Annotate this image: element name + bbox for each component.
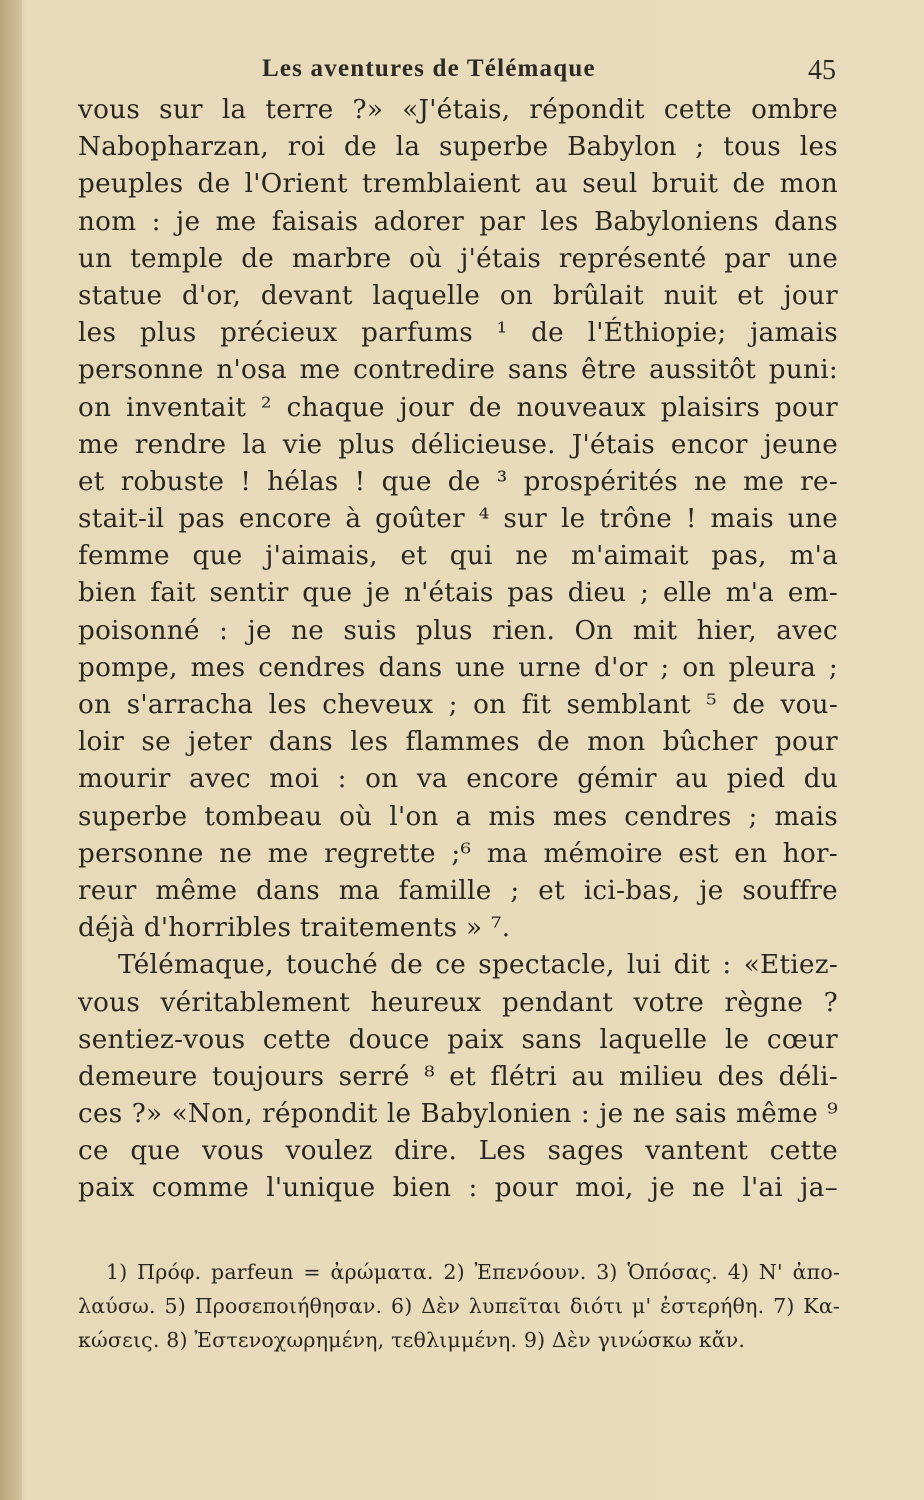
text-line: on inventait ² chaque jour de nouveaux plaisirs pour — [78, 392, 838, 423]
text-line: bien fait sentir que je n'étais pas dieu ; elle m'a em- — [78, 578, 838, 609]
text-line: poisonné : je ne suis plus rien. On mit hier, avec — [78, 615, 838, 646]
footnotes — [78, 1255, 840, 1357]
footnote-line: κώσεις. 8) Ἐστενοχωρημένη, τεθλιμμένη. 9) Δὲν γινώσκω κἄν. — [78, 1328, 746, 1352]
running-head — [0, 55, 924, 89]
text-line: paix comme l'unique bien : pour moi, je ne l'ai ja– — [78, 1173, 838, 1204]
paragraph-first-line: Télémaque, touché de ce spectacle, lui dit : «Etiez- — [118, 950, 838, 981]
footnote-line: λαύσω. 5) Προσεποιήθησαν. 6) Δὲν λυπεῖται διότι μ' ἐστερήθη. 7) Κα- — [78, 1294, 840, 1318]
text-line: reur même dans ma famille ; et ici-bas, je souffre — [78, 875, 838, 906]
text-line: et robuste ! hélas ! que de ³ prospérités ne me re- — [78, 466, 838, 497]
page-number: 45 — [808, 55, 836, 86]
text-line: pompe, mes cendres dans une urne d'or ; on pleura ; — [78, 652, 838, 683]
text-line: demeure toujours serré ⁸ et flétri au milieu des déli- — [78, 1061, 838, 1092]
footnote-line: 1) Πρόφ. parfeun = ἀρώματα. 2) Ἐπενόουν. 3) Ὁπόσας. 4) Ν' ἀπο- — [106, 1260, 840, 1284]
text-line: on s'arracha les cheveux ; on fit semblant ⁵ de vou- — [78, 690, 838, 720]
text-line: ces ?» «Non, répondit le Babylonien : je ne sais même ⁹ — [78, 1099, 838, 1130]
text-line: femme que j'aimais, et qui ne m'aimait pas, m'a — [78, 541, 838, 572]
text-line: mourir avec moi : on va encore gémir au pied du — [78, 764, 838, 795]
text-line: les plus précieux parfums ¹ de l'Éthiopie; jamais — [78, 318, 838, 349]
text-line: peuples de l'Orient tremblaient au seul bruit de mon — [78, 169, 838, 200]
text-line: sentiez-vous cette douce paix sans laquelle le cœur — [78, 1024, 838, 1055]
text-line: un temple de marbre où j'étais représenté par une — [78, 243, 838, 274]
text-line: vous véritablement heureux pendant votre règne ? — [78, 987, 838, 1018]
text-line: personne n'osa me contredire sans être aussitôt puni: — [78, 355, 838, 386]
text-line: personne ne me regrette ;⁶ ma mémoire est en hor- — [78, 838, 838, 869]
text-line: me rendre la vie plus délicieuse. J'étais encor jeune — [78, 429, 838, 460]
paragraph-last-line: déjà d'horribles traitements » ⁷. — [78, 913, 511, 944]
text-line: statue d'or, devant laquelle on brûlait nuit et jour — [78, 280, 838, 311]
text-line: loir se jeter dans les flammes de mon bûcher pour — [78, 727, 838, 758]
text-line: stait-il pas encore à goûter ⁴ sur le trône ! mais une — [78, 504, 838, 535]
page-gutter — [0, 0, 22, 1500]
text-line: ce que vous voulez dire. Les sages vantent cette — [78, 1136, 838, 1167]
text-line: nom : je me faisais adorer par les Babyloniens dans — [78, 206, 838, 237]
text-line: vous sur la terre ?» «J'étais, répondit cette ombre — [78, 95, 838, 125]
body-text — [78, 92, 838, 1208]
text-line: Nabopharzan, roi de la superbe Babylon ; tous les — [78, 132, 838, 163]
running-title: Les aventures de Télémaque — [262, 55, 596, 82]
text-line: superbe tombeau où l'on a mis mes cendres ; mais — [78, 801, 838, 832]
